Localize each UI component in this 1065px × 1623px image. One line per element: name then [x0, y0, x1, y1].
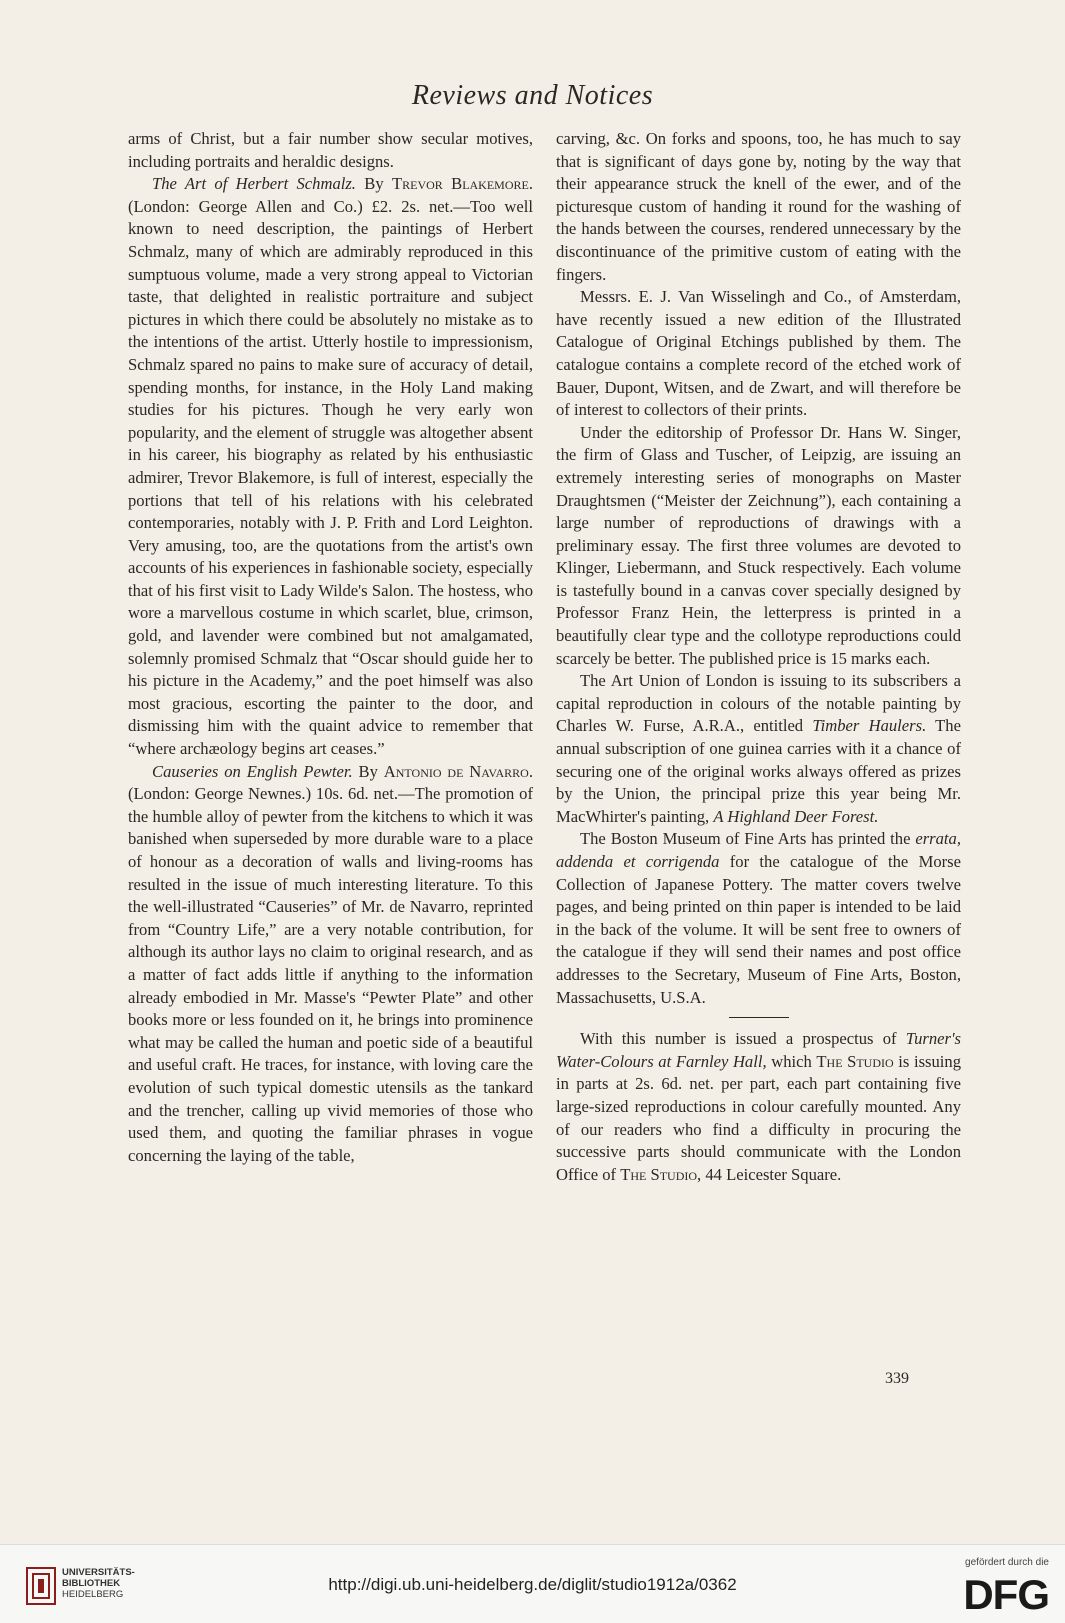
review-body: (London: George Allen and Co.) £2. 2s. net.—Too well known to need description, the paintings of Herbert Schmalz, many of which are admirably reproduced in this sumptuous volume, made a very strong appeal to Victorian taste, that delighted in realistic portraiture and subject pictures in which there could be absolutely no mistake as to the intentions of the artist. Utterly hostile to impressionism, Schmalz spared no pains to make sure of accuracy of detail, spending months, for instance, in the Holy Land making studies for his pictures. Though he very early won popularity, and the element of struggle was altogether absent in his career, his biography as related by his enthusiastic admirer, Trevor Blakemore, is full of interest, especially the portions that tell of his relations with his celebrated contemporaries, notably with J. P. Frith and Lord Leighton. Very amusing, too, are the quotations from the artist's own accounts of his experiences in fashionable society, especially that of his first visit to Lady Wilde's Salon. The hostess, who wore a marvellous costume in which scarlet, blue, crimson, gold, and lavender were combined but not amalgamated, solemnly promised Schmalz that “Oscar should guide her to his picture in the Academy,” and the poet himself was also most gracious, escorting the painter to the door, and dismissing him with the quaint advice to remember that “where archæology begins art ceases.” — [128, 196, 533, 759]
paragraph: carving, &c. On forks and spoons, too, he has much to say that is significant of days gone by, noting by the way that their appearance struck the knell of the ewer, and of the picturesque custom of handing it round for the washing of the hands between the courses, rendered unnecessary by the discontinuance of the primitive custom of eating with the fingers. — [556, 129, 961, 284]
funder-label: gefördert durch die — [965, 1557, 1049, 1568]
magazine-name: The Studio, — [620, 1164, 702, 1184]
book-title: The Art of Herbert Schmalz. — [152, 174, 356, 194]
paragraph: arms of Christ, but a fair number show secular motives, including portraits and heraldic designs. — [128, 129, 533, 171]
text: The Boston Museum of Fine Arts has printed the — [580, 829, 911, 849]
footer-bar — [0, 1544, 1065, 1623]
magazine-name: The Studio — [816, 1051, 894, 1071]
review-herbert-schmalz — [128, 173, 533, 760]
text-by: By — [364, 174, 384, 194]
text-by: By — [358, 761, 378, 781]
library-name-line: BIBLIOTHEK — [62, 1578, 121, 1589]
dfg-logo: DFG — [963, 1571, 1049, 1618]
text: The Art Union of London is issuing to its subscribers a capital reproduction in colours of the notable painting by Charles W. Furse, A.R.A., entitled — [556, 671, 961, 736]
left-column — [128, 128, 533, 1167]
text: 44 Leicester Square. — [705, 1164, 842, 1184]
review-english-pewter — [128, 761, 533, 1168]
review-body: (London: George Newnes.) 10s. 6d. net.—The promotion of the humble alloy of pewter from the kitchens to which it was banished when superseded by more durable ware to a place of honour as a decoration of walls and living-rooms has resulted in the issue of much interesting literature. To this the well-illustrated “Causeries” of Mr. de Navarro, reprinted from “Country Life,” are a very notable contribution, for although its author lays no claim to original research, and as a matter of fact adds little if anything to the information already embodied in Mr. Masse's “Pewter Plate” and other books more or less founded on it, he brings into prominence what may be called the human and poetic side of a beautiful and useful craft. He traces, for instance, with loving care the evolution of such typical domestic utensils as the tankard and the trencher, calling up vivid memories of those who used them, and quoting the familiar phrases in vogue concerning the laying of the table, — [128, 784, 533, 1165]
text: With this number is issued a prospectus of — [580, 1029, 897, 1049]
right-column — [556, 128, 961, 1186]
book-author: Antonio de Navarro. — [383, 761, 534, 781]
page-title: Reviews and Notices — [411, 80, 654, 111]
text: which — [771, 1051, 812, 1071]
paragraph-art-union — [556, 670, 961, 828]
text: is issuing in parts at 2s. 6d. net. per part, each part containing five large-sized reproductions in colour carefully mounted. Any of our readers who find a difficulty in procuring the successive parts should communicate with the London Office of — [556, 1051, 961, 1184]
permalink-url[interactable]: http://digi.ub.uni-heidelberg.de/diglit/studio1912a/0362 — [328, 1575, 737, 1594]
text: The annual subscription of one guinea carries with it a chance of securing one of the original works always offered as prizes by the Union, the principal prize this year being Mr. MacWhirter's painting, — [556, 716, 961, 826]
artwork-title: Timber Haulers. — [812, 716, 927, 736]
paragraph-prospectus — [556, 1028, 961, 1186]
book-author: Trevor Blakemore. — [392, 174, 534, 194]
paragraph-boston-museum — [556, 828, 961, 1009]
book-title: Causeries on English Pewter. — [152, 761, 353, 781]
section-divider — [729, 1017, 789, 1018]
publication-title: Turner's Water-Colours at Farnley Hall, — [556, 1029, 961, 1071]
library-name-line: UNIVERSITÄTS- — [62, 1567, 135, 1578]
paragraph: Under the editorship of Professor Dr. Hans W. Singer, the firm of Glass and Tuscher, of Leipzig, are issuing an extremely interesting series of monographs on Master Draughtsmen (“Meister der Zeichnung”), each containing a large number of reproductions of drawings with a preliminary essay. The first three volumes are devoted to Klinger, Liebermann, and Stuck respectively. Each volume is tastefully bound in a canvas cover specially designed by Professor Franz Hein, the letterpress is printed in a beautifully clear type and the collotype reproductions could scarcely be better. The published price is 15 marks each. — [556, 422, 961, 668]
page-number: 339 — [885, 1370, 909, 1387]
library-name-line: HEIDELBERG — [62, 1589, 124, 1600]
text: for the catalogue of the Morse Collection of Japanese Pottery. The matter covers twelve pages, and being printed on thin paper is intended to be laid in the back of the volume. It will be sent free to owners of the catalogue if they will send their names and post office addresses to the Secretary, Museum of Fine Arts, Boston, Massachusetts, U.S.A. — [556, 852, 961, 1007]
italic-phrase: errata, addenda et corrigenda — [556, 829, 961, 871]
paragraph: Messrs. E. J. Van Wisselingh and Co., of Amsterdam, have recently issued a new edition of the Illustrated Catalogue of Original Etchings published by them. The catalogue contains a complete record of the etched work of Bauer, Dupont, Witsen, and de Zwart, and will therefore be of interest to collectors of their prints. — [556, 287, 961, 420]
artwork-title: A Highland Deer Forest. — [713, 806, 879, 826]
